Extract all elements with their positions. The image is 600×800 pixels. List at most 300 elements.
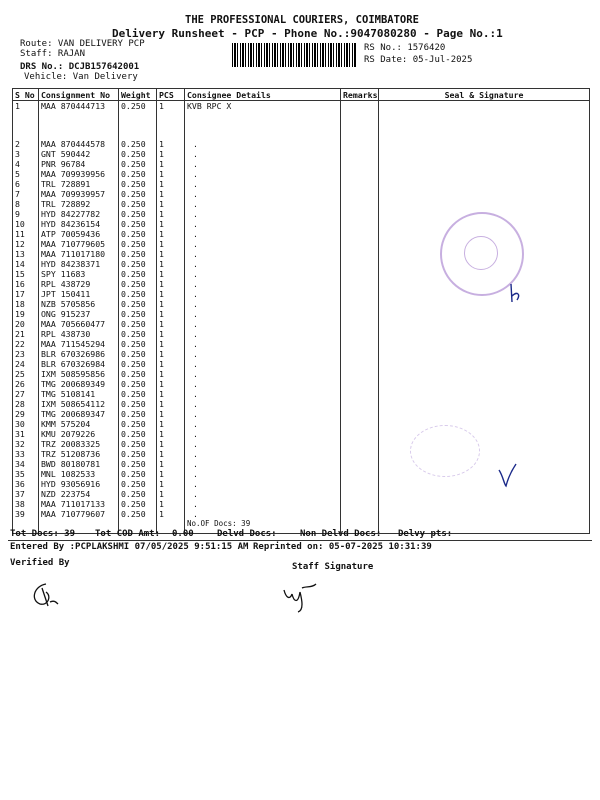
row-sno: 30	[13, 419, 39, 429]
table-row	[13, 289, 590, 299]
row-seal	[379, 389, 590, 399]
row-weight: 0.250	[119, 409, 157, 419]
row-consignment-no: MAA 711017133	[39, 499, 119, 509]
row-sno: 11	[13, 229, 39, 239]
row-pcs: 1	[157, 409, 185, 419]
row-consignment-no: NZD 223754	[39, 489, 119, 499]
row-pcs: 1	[157, 329, 185, 339]
row-weight: 0.250	[119, 479, 157, 489]
table-row	[13, 139, 590, 149]
row-sno: 38	[13, 499, 39, 509]
row-consignment-no: RPL 438730	[39, 329, 119, 339]
row-weight: 0.250	[119, 379, 157, 389]
row-consignee: .	[185, 499, 341, 509]
row-consignment-no: MAA 870444713	[39, 101, 119, 140]
row-sno: 31	[13, 429, 39, 439]
row-remarks	[341, 169, 379, 179]
row-seal	[379, 499, 590, 509]
row-sno: 14	[13, 259, 39, 269]
row-remarks	[341, 249, 379, 259]
row-weight: 0.250	[119, 101, 157, 140]
row-weight: 0.250	[119, 189, 157, 199]
row-sno: 21	[13, 329, 39, 339]
row-consignee: .	[185, 429, 341, 439]
row-seal	[379, 169, 590, 179]
runsheet-title: Delivery Runsheet - PCP - Phone No.:9047080280 - Page No.:1	[112, 27, 503, 40]
row-weight: 0.250	[119, 219, 157, 229]
verified-by: Verified By	[10, 558, 70, 568]
entered-by: Entered By :PCPLAKSHMI 07/05/2025 9:51:15 AM	[10, 542, 249, 552]
table-row	[13, 101, 590, 140]
row-weight: 0.250	[119, 149, 157, 159]
row-pcs: 1	[157, 229, 185, 239]
row-remarks	[341, 101, 379, 140]
row-consignment-no: HYD 84238371	[39, 259, 119, 269]
signature-mark	[505, 282, 525, 306]
row-weight: 0.250	[119, 229, 157, 239]
row-remarks	[341, 139, 379, 149]
row-weight: 0.250	[119, 199, 157, 209]
row-sno: 34	[13, 459, 39, 469]
row-consignment-no: MAA 710779605	[39, 239, 119, 249]
row-consignment-no: ONG 915237	[39, 309, 119, 319]
row-consignment-no: HYD 93056916	[39, 479, 119, 489]
row-sno: 23	[13, 349, 39, 359]
row-sno: 15	[13, 269, 39, 279]
row-consignee: .	[185, 399, 341, 409]
col-sno: S No	[13, 89, 39, 101]
row-weight: 0.250	[119, 499, 157, 509]
row-sno: 3	[13, 149, 39, 159]
row-sno: 37	[13, 489, 39, 499]
row-consignee: .	[185, 229, 341, 239]
table-row	[13, 439, 590, 449]
row-consignment-no: HYD 84227782	[39, 209, 119, 219]
row-pcs: 1	[157, 139, 185, 149]
signature-mark	[496, 462, 520, 490]
row-seal	[379, 409, 590, 419]
tot-cod-label: Tot COD Amt:	[95, 529, 161, 539]
staff-signature	[280, 580, 320, 614]
row-remarks	[341, 349, 379, 359]
delvy-pts: Delvy pts:	[398, 529, 453, 539]
row-pcs: 1	[157, 369, 185, 379]
verifier-signature	[26, 580, 62, 610]
row-pcs: 1	[157, 189, 185, 199]
row-seal	[379, 459, 590, 469]
row-remarks	[341, 269, 379, 279]
row-consignment-no: BWD 80180781	[39, 459, 119, 469]
table-row	[13, 349, 590, 359]
row-sno: 20	[13, 319, 39, 329]
row-weight: 0.250	[119, 459, 157, 469]
company-name: THE PROFESSIONAL COURIERS, COIMBATORE	[185, 14, 419, 26]
row-remarks	[341, 359, 379, 369]
row-seal	[379, 329, 590, 339]
row-consignee: .	[185, 289, 341, 299]
vehicle-label: Vehicle: Van Delivery	[24, 72, 138, 82]
row-pcs: 1	[157, 399, 185, 409]
row-sno: 32	[13, 439, 39, 449]
reprinted-on: Reprinted on: 05-07-2025 10:31:39	[253, 542, 432, 552]
row-consignee: .	[185, 189, 341, 199]
row-remarks	[341, 209, 379, 219]
row-weight: 0.250	[119, 139, 157, 149]
table-row	[13, 189, 590, 199]
row-remarks	[341, 499, 379, 509]
row-weight: 0.250	[119, 249, 157, 259]
row-weight: 0.250	[119, 169, 157, 179]
row-seal	[379, 299, 590, 309]
row-pcs: 1	[157, 309, 185, 319]
row-remarks	[341, 199, 379, 209]
row-remarks	[341, 459, 379, 469]
row-pcs: 1	[157, 349, 185, 359]
row-remarks	[341, 369, 379, 379]
row-remarks	[341, 289, 379, 299]
row-weight: 0.250	[119, 179, 157, 189]
table-row	[13, 309, 590, 319]
table-header	[13, 89, 590, 101]
row-pcs: 1	[157, 179, 185, 189]
row-sno: 26	[13, 379, 39, 389]
row-sno: 36	[13, 479, 39, 489]
row-consignment-no: TMG 5108141	[39, 389, 119, 399]
row-remarks	[341, 299, 379, 309]
table-row	[13, 149, 590, 159]
row-weight: 0.250	[119, 209, 157, 219]
row-sno: 25	[13, 369, 39, 379]
row-consignee: .	[185, 359, 341, 369]
row-consignee: .	[185, 159, 341, 169]
row-consignment-no: MAA 711545294	[39, 339, 119, 349]
row-weight: 0.250	[119, 239, 157, 249]
row-remarks	[341, 179, 379, 189]
row-seal	[379, 101, 590, 140]
table-row	[13, 159, 590, 169]
row-consignee: .	[185, 249, 341, 259]
row-seal	[379, 159, 590, 169]
table-row	[13, 509, 590, 519]
row-weight: 0.250	[119, 369, 157, 379]
table-row	[13, 369, 590, 379]
row-seal	[379, 429, 590, 439]
row-sno: 8	[13, 199, 39, 209]
row-weight: 0.250	[119, 429, 157, 439]
row-remarks	[341, 379, 379, 389]
table-row	[13, 299, 590, 309]
table-row	[13, 429, 590, 439]
row-sno: 24	[13, 359, 39, 369]
row-consignee: .	[185, 459, 341, 469]
row-pcs: 1	[157, 239, 185, 249]
row-consignment-no: TRZ 51208736	[39, 449, 119, 459]
col-consignment: Consignment No	[39, 89, 119, 101]
row-consignee: .	[185, 509, 341, 519]
row-weight: 0.250	[119, 159, 157, 169]
row-remarks	[341, 429, 379, 439]
row-consignment-no: JPT 150411	[39, 289, 119, 299]
row-consignment-no: GNT 590442	[39, 149, 119, 159]
row-consignment-no: HYD 84236154	[39, 219, 119, 229]
row-consignee: .	[185, 369, 341, 379]
row-consignee: .	[185, 319, 341, 329]
row-weight: 0.250	[119, 469, 157, 479]
row-consignment-no: TMG 200689347	[39, 409, 119, 419]
row-seal	[379, 399, 590, 409]
table-row	[13, 319, 590, 329]
col-seal-signature: Seal & Signature	[379, 89, 590, 101]
row-remarks	[341, 509, 379, 519]
row-sno: 16	[13, 279, 39, 289]
row-sno: 33	[13, 449, 39, 459]
row-remarks	[341, 319, 379, 329]
row-consignee: .	[185, 389, 341, 399]
row-remarks	[341, 329, 379, 339]
row-pcs: 1	[157, 469, 185, 479]
row-remarks	[341, 479, 379, 489]
row-remarks	[341, 469, 379, 479]
tot-cod-value: 0.00	[172, 529, 194, 539]
staff-signature-label: Staff Signature	[292, 562, 374, 572]
row-remarks	[341, 399, 379, 409]
row-pcs: 1	[157, 429, 185, 439]
row-pcs: 1	[157, 339, 185, 349]
row-consignee: .	[185, 139, 341, 149]
rs-date: RS Date: 05-Jul-2025	[364, 55, 473, 65]
row-pcs: 1	[157, 101, 185, 140]
row-remarks	[341, 229, 379, 239]
row-pcs: 1	[157, 149, 185, 159]
row-weight: 0.250	[119, 319, 157, 329]
row-remarks	[341, 279, 379, 289]
row-weight: 0.250	[119, 279, 157, 289]
table-row	[13, 329, 590, 339]
row-consignment-no: MAA 709939956	[39, 169, 119, 179]
row-consignment-no: TRZ 20083325	[39, 439, 119, 449]
row-sno: 5	[13, 169, 39, 179]
table-row	[13, 199, 590, 209]
table-row	[13, 169, 590, 179]
row-consignment-no: MAA 705660477	[39, 319, 119, 329]
row-weight: 0.250	[119, 349, 157, 359]
row-sno: 35	[13, 469, 39, 479]
row-consignee: .	[185, 419, 341, 429]
row-sno: 17	[13, 289, 39, 299]
col-weight: Weight	[119, 89, 157, 101]
row-pcs: 1	[157, 489, 185, 499]
row-remarks	[341, 449, 379, 459]
row-consignment-no: BLR 670326984	[39, 359, 119, 369]
row-consignee: .	[185, 299, 341, 309]
row-sno: 2	[13, 139, 39, 149]
row-sno: 19	[13, 309, 39, 319]
row-pcs: 1	[157, 259, 185, 269]
table-row	[13, 409, 590, 419]
row-consignee: .	[185, 469, 341, 479]
row-weight: 0.250	[119, 419, 157, 429]
row-consignment-no: IXM 508595856	[39, 369, 119, 379]
row-weight: 0.250	[119, 509, 157, 519]
row-consignee: .	[185, 339, 341, 349]
row-consignee: .	[185, 449, 341, 459]
row-consignment-no: TRL 728891	[39, 179, 119, 189]
row-remarks	[341, 419, 379, 429]
docs-count: No.OF Docs: 39	[185, 519, 341, 534]
table-row	[13, 339, 590, 349]
row-consignee: .	[185, 179, 341, 189]
row-consignee: .	[185, 149, 341, 159]
row-consignee: .	[185, 279, 341, 289]
row-seal	[379, 489, 590, 499]
row-sno: 1	[13, 101, 39, 140]
row-pcs: 1	[157, 299, 185, 309]
row-weight: 0.250	[119, 309, 157, 319]
row-remarks	[341, 159, 379, 169]
row-sno: 4	[13, 159, 39, 169]
row-remarks	[341, 219, 379, 229]
table-row	[13, 499, 590, 509]
row-seal	[379, 199, 590, 209]
row-pcs: 1	[157, 199, 185, 209]
row-sno: 9	[13, 209, 39, 219]
row-consignment-no: SPY 11683	[39, 269, 119, 279]
row-pcs: 1	[157, 219, 185, 229]
row-sno: 6	[13, 179, 39, 189]
row-consignment-no: KMU 2079226	[39, 429, 119, 439]
rs-number: RS No.: 1576420	[364, 43, 446, 53]
row-consignee: .	[185, 239, 341, 249]
row-consignment-no: NZB 5705856	[39, 299, 119, 309]
row-seal	[379, 469, 590, 479]
row-remarks	[341, 409, 379, 419]
row-pcs: 1	[157, 249, 185, 259]
row-consignee: .	[185, 349, 341, 359]
row-pcs: 1	[157, 319, 185, 329]
row-sno: 13	[13, 249, 39, 259]
row-seal	[379, 139, 590, 149]
footer-divider	[8, 540, 592, 541]
row-seal	[379, 339, 590, 349]
row-weight: 0.250	[119, 329, 157, 339]
row-pcs: 1	[157, 439, 185, 449]
row-consignment-no: MAA 710779607	[39, 509, 119, 519]
row-weight: 0.250	[119, 299, 157, 309]
row-weight: 0.250	[119, 449, 157, 459]
row-weight: 0.250	[119, 389, 157, 399]
table-row	[13, 179, 590, 189]
row-weight: 0.250	[119, 269, 157, 279]
row-remarks	[341, 239, 379, 249]
table-row	[13, 489, 590, 499]
row-consignment-no: ATP 70059436	[39, 229, 119, 239]
row-remarks	[341, 259, 379, 269]
row-sno: 28	[13, 399, 39, 409]
row-pcs: 1	[157, 419, 185, 429]
row-consignee: .	[185, 439, 341, 449]
row-seal	[379, 319, 590, 329]
row-weight: 0.250	[119, 289, 157, 299]
row-pcs: 1	[157, 159, 185, 169]
row-consignee: .	[185, 219, 341, 229]
row-consignee: .	[185, 379, 341, 389]
row-sno: 39	[13, 509, 39, 519]
row-sno: 10	[13, 219, 39, 229]
drs-number: DRS No.: DCJB157642001	[20, 62, 140, 72]
row-consignee: .	[185, 169, 341, 179]
row-remarks	[341, 389, 379, 399]
row-pcs: 1	[157, 389, 185, 399]
row-sno: 22	[13, 339, 39, 349]
row-pcs: 1	[157, 279, 185, 289]
row-consignee: .	[185, 409, 341, 419]
col-remarks: Remarks	[341, 89, 379, 101]
row-seal	[379, 509, 590, 519]
row-pcs: 1	[157, 169, 185, 179]
row-pcs: 1	[157, 359, 185, 369]
col-consignee: Consignee Details	[185, 89, 341, 101]
row-consignment-no: PNR 96784	[39, 159, 119, 169]
row-consignee: .	[185, 269, 341, 279]
row-weight: 0.250	[119, 339, 157, 349]
table-row	[13, 419, 590, 429]
row-seal	[379, 189, 590, 199]
row-weight: 0.250	[119, 489, 157, 499]
row-pcs: 1	[157, 509, 185, 519]
row-consignment-no: RPL 438729	[39, 279, 119, 289]
row-seal	[379, 349, 590, 359]
barcode	[232, 43, 357, 67]
row-weight: 0.250	[119, 259, 157, 269]
row-seal	[379, 379, 590, 389]
row-consignment-no: IXM 508654112	[39, 399, 119, 409]
row-remarks	[341, 489, 379, 499]
row-seal	[379, 479, 590, 489]
row-consignment-no: MAA 711017180	[39, 249, 119, 259]
row-remarks	[341, 189, 379, 199]
row-consignee: .	[185, 329, 341, 339]
table-row	[13, 399, 590, 409]
tot-docs: Tot Docs: 39	[10, 529, 76, 539]
row-remarks	[341, 439, 379, 449]
row-consignee: KVB RPC X	[185, 101, 341, 140]
route-label: Route: VAN DELIVERY PCP	[20, 39, 145, 49]
row-consignee: .	[185, 309, 341, 319]
row-sno: 29	[13, 409, 39, 419]
row-sno: 12	[13, 239, 39, 249]
row-seal	[379, 419, 590, 429]
table-row	[13, 449, 590, 459]
row-sno: 27	[13, 389, 39, 399]
row-weight: 0.250	[119, 359, 157, 369]
row-pcs: 1	[157, 479, 185, 489]
row-consignment-no: BLR 670326986	[39, 349, 119, 359]
faded-stamp	[410, 425, 480, 477]
staff-label: Staff: RAJAN	[20, 49, 86, 59]
row-seal	[379, 149, 590, 159]
col-pcs: PCS	[157, 89, 185, 101]
row-seal	[379, 369, 590, 379]
non-delvd-docs: Non Delvd Docs:	[300, 529, 382, 539]
row-sno: 7	[13, 189, 39, 199]
delvd-docs: Delvd Docs:	[217, 529, 277, 539]
row-sno: 18	[13, 299, 39, 309]
row-consignee: .	[185, 199, 341, 209]
row-seal	[379, 179, 590, 189]
table-row	[13, 359, 590, 369]
row-pcs: 1	[157, 269, 185, 279]
row-weight: 0.250	[119, 439, 157, 449]
